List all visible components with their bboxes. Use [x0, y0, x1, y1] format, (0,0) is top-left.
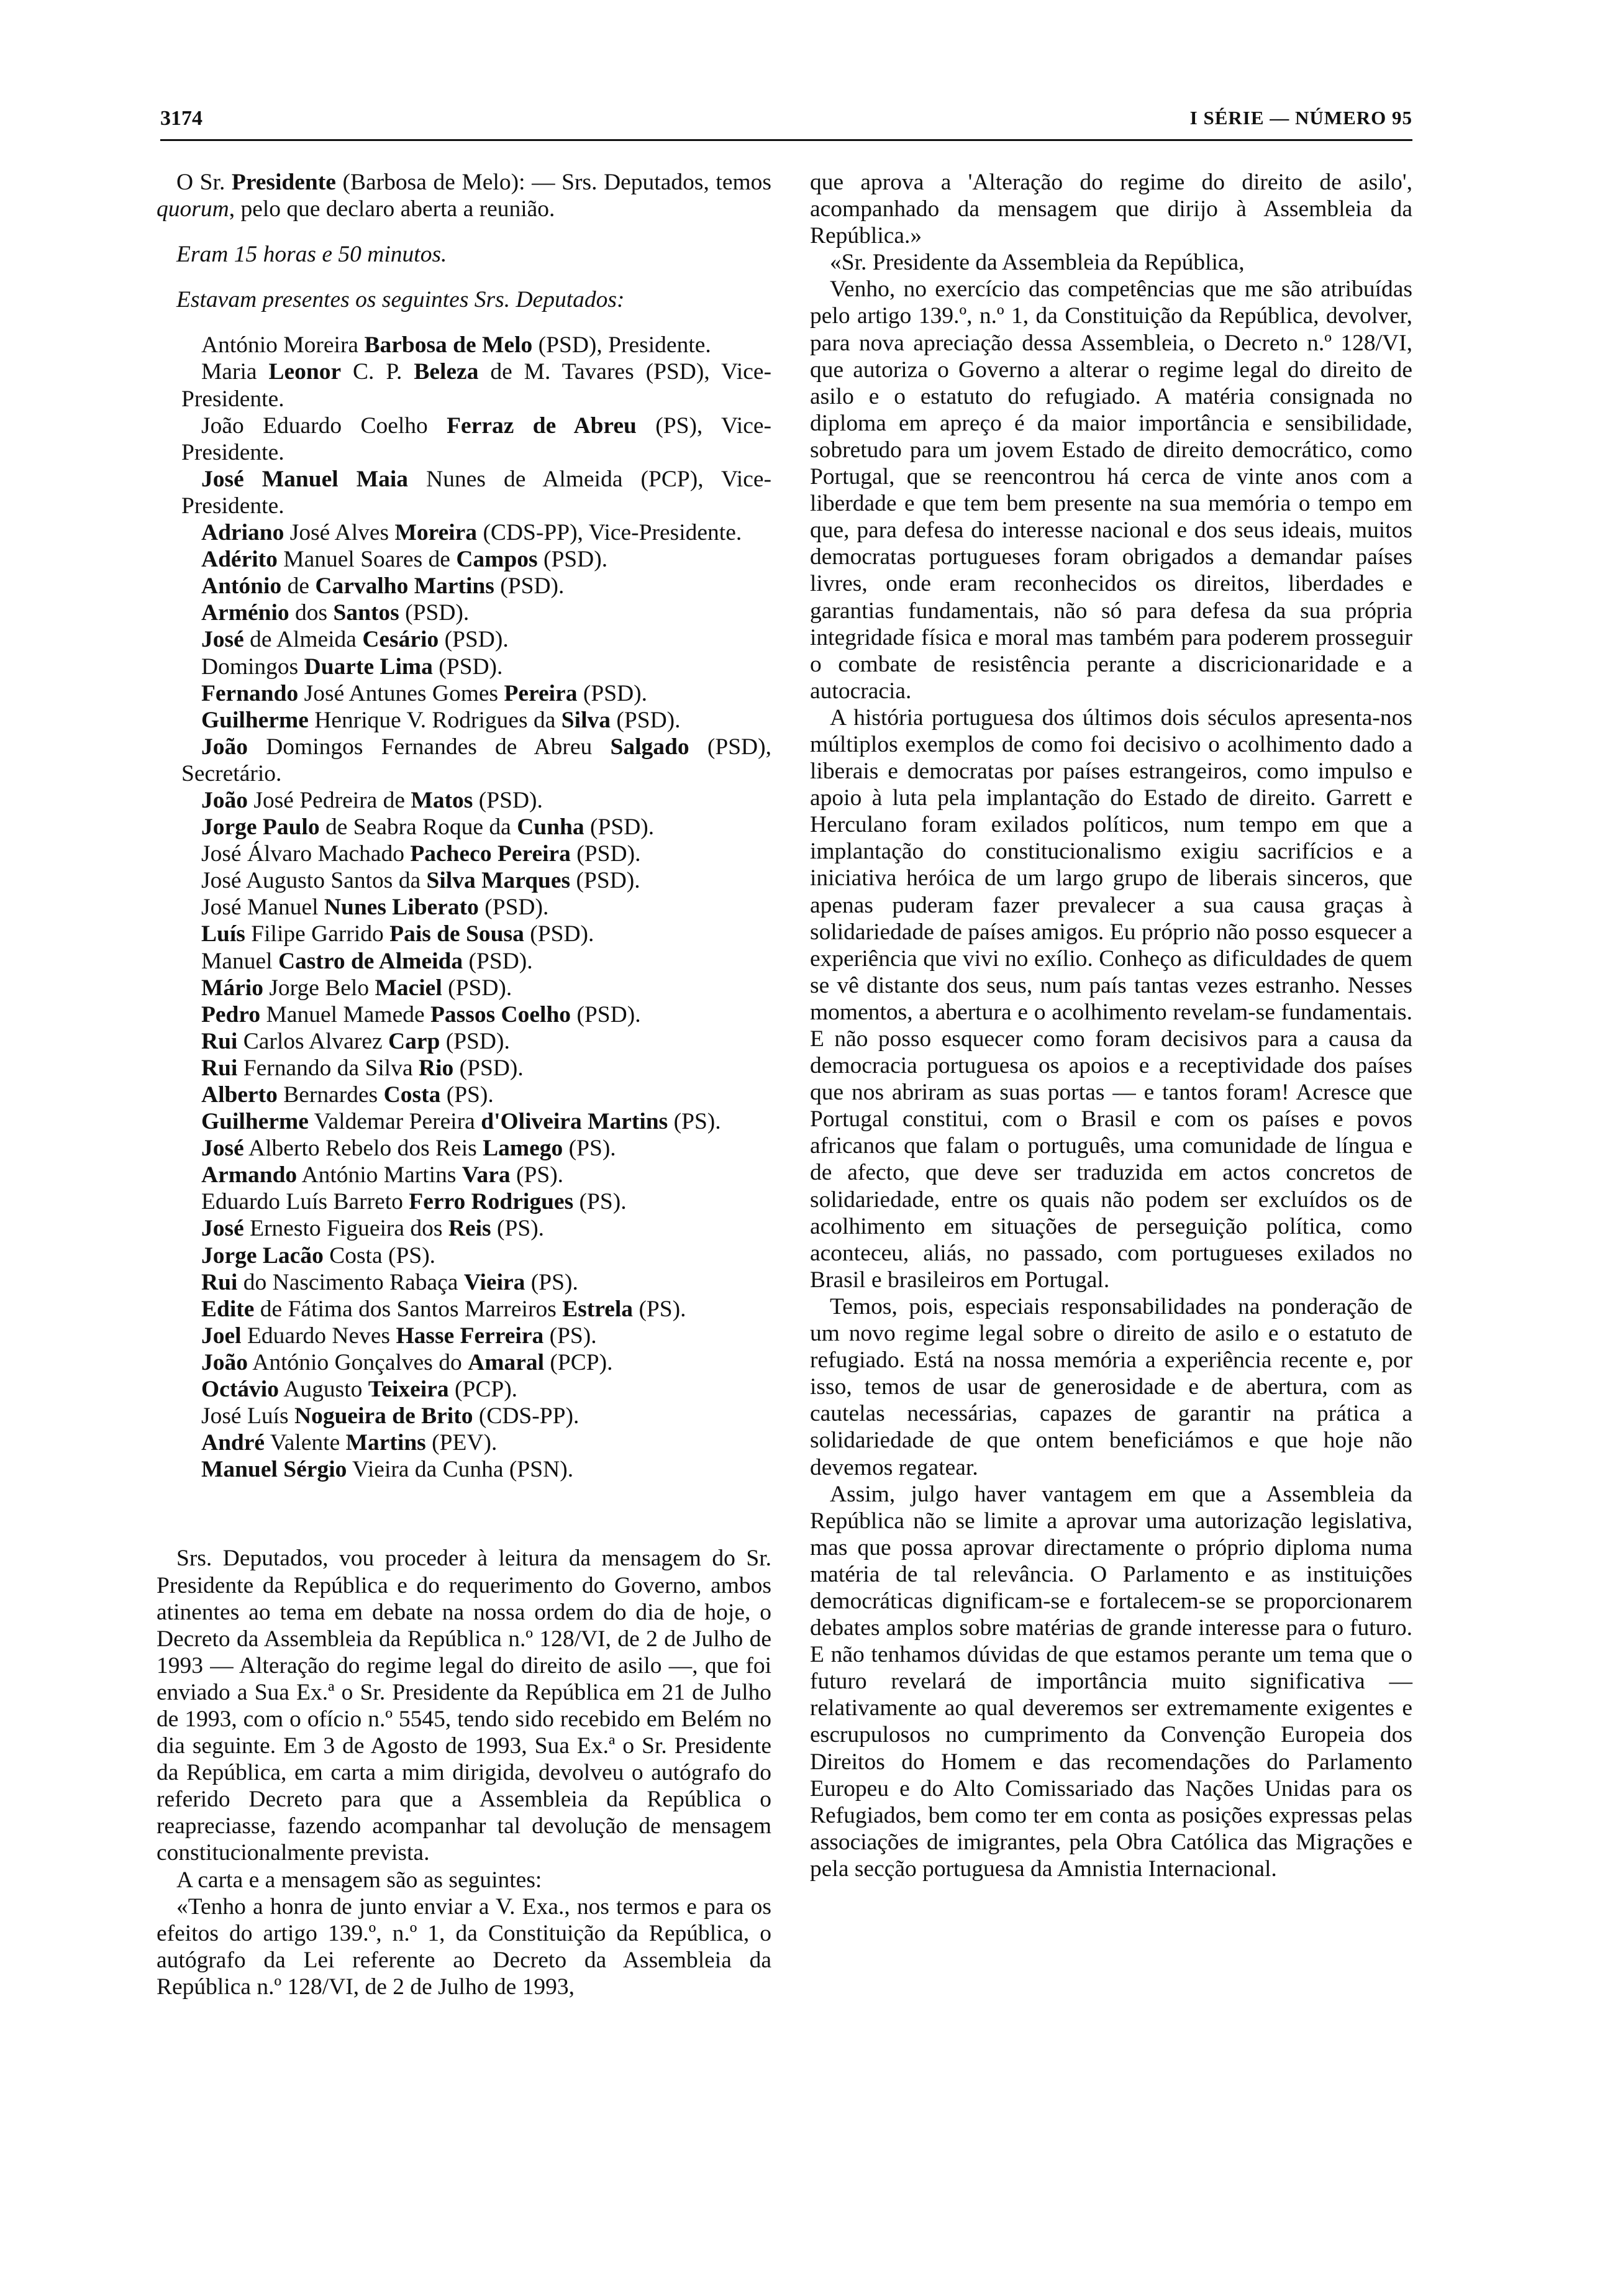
deputy-entry: João Eduardo Coelho Ferraz de Abreu (PS), Vice-Presidente. — [181, 412, 771, 465]
left-column — [157, 169, 771, 2000]
deputy-entry: Jorge Paulo de Seabra Roque da Cunha (PSD). — [201, 814, 655, 840]
deputy-entry: Eduardo Luís Barreto Ferro Rodrigues (PS). — [201, 1189, 627, 1215]
deputy-entry: Joel Eduardo Neves Hasse Ferreira (PS). — [201, 1323, 597, 1349]
deputy-entry: Rui Carlos Alvarez Carp (PSD). — [201, 1028, 510, 1054]
deputy-entry: Edite de Fátima dos Santos Marreiros Estrela (PS). — [201, 1296, 686, 1322]
deputy-entry: Guilherme Valdemar Pereira d'Oliveira Martins (PS). — [201, 1109, 721, 1135]
deputy-list — [157, 332, 771, 1483]
deputy-entry: José Augusto Santos da Silva Marques (PSD). — [201, 868, 640, 894]
letter-continuation: que aprova a 'Alteração do regime do direito de asilo', acompanhado da mensagem que dirijo à Assembleia da República.» — [810, 170, 1412, 249]
deputy-entry: Adriano José Alves Moreira (CDS-PP), Vice-Presidente. — [201, 520, 742, 546]
deputy-entry: José Alberto Rebelo dos Reis Lamego (PS). — [201, 1136, 616, 1162]
deputy-entry: José Manuel Nunes Liberato (PSD). — [201, 895, 549, 921]
opening-paragraph: O Sr. Presidente (Barbosa de Melo): — Srs. Deputados, temos quorum, pelo que declaro aberta a reunião. — [157, 170, 771, 222]
deputy-entry: Luís Filipe Garrido Pais de Sousa (PSD). — [201, 921, 594, 947]
deputy-entry: António de Carvalho Martins (PSD). — [201, 573, 565, 599]
letter-paragraph: «Tenho a honra de junto enviar a V. Exa., nos termos e para os efeitos do artigo 139.º, n.º 1, da Constituição da República, o autógrafo da Lei referente ao Decreto da Assembleia da República n.º 128/VI, de 2 de Julho de 1993, — [157, 1893, 771, 2000]
deputy-entry: Manuel Castro de Almeida (PSD). — [201, 948, 533, 974]
present-line: Estavam presentes os seguintes Srs. Deputados: — [176, 287, 625, 313]
message-paragraph-1: Venho, no exercício das competências que me são atribuídas pelo artigo 139.º, n.º 1, da Constituição da República, devolver, para nova apreciação dessa Assembleia, o Decreto n.º 128/VI, que autoriza o Governo a alterar o regime legal do direito de asilo e o estatuto do refugiado. A matéria consignada no diploma em apreço é da maior importância e sensibilidade, sobretudo para um jovem Estado de direito democrático, como Portugal, que se reencontrou há cerca de vinte anos com a liberdade e que tem bem presente na sua memória o tempo em que, para defesa do interesse nacional e dos seus ideais, muitos democratas portugueses foram obrigados a demandar países livres, onde eram reconhecidos os direitos, liberdades e garantias fundamentais, não só para defesa da sua própria integridade física e moral mas também para poderem prosseguir o combate de resistência perante a discricionaridade e a autocracia. — [810, 276, 1412, 704]
deputy-entry: Fernando José Antunes Gomes Pereira (PSD). — [201, 680, 648, 706]
deputy-entry: José Ernesto Figueira dos Reis (PS). — [201, 1216, 545, 1242]
deputy-entry: Manuel Sérgio Vieira da Cunha (PSN). — [201, 1457, 574, 1483]
deputy-entry: Adérito Manuel Soares de Campos (PSD). — [201, 547, 608, 573]
deputy-entry: Guilherme Henrique V. Rodrigues da Silva (PSD). — [201, 707, 681, 733]
deputy-entry: Armando António Martins Vara (PS). — [201, 1162, 564, 1188]
deputy-entry: José Álvaro Machado Pacheco Pereira (PSD). — [201, 841, 641, 867]
deputy-entry: João António Gonçalves do Amaral (PCP). — [201, 1349, 613, 1375]
deputy-entry: Domingos Duarte Lima (PSD). — [201, 654, 503, 680]
letter-intro: A carta e a mensagem são as seguintes: — [176, 1867, 542, 1893]
reading-paragraph: Srs. Deputados, vou proceder à leitura da mensagem do Sr. Presidente da República e do requerimento do Governo, ambos atinentes ao tema em debate na nossa ordem do dia de hoje, o Decreto da Assembleia da República n.º 128/VI, de 2 de Julho de 1993 — Alteração do regime legal do direito de asilo —, que foi enviado a Sua Ex.ª o Sr. Presidente da República em 21 de Julho de 1993, com o ofício n.º 5545, tendo sido recebido em Belém no dia seguinte. Em 3 de Agosto de 1993, Sua Ex.ª o Sr. Presidente da República, em carta a mim dirigida, devolveu o autógrafo do referido Decreto para que a Assembleia da República o reapreciasse, fazendo acompanhar tal devolução de mensagem constitucionalmente prevista. — [157, 1546, 771, 1866]
message-paragraph-3: Temos, pois, especiais responsabilidades na ponderação de um novo regime legal sobre o direito de asilo e o estatuto de refugiado. Está na nossa memória a experiência recente e, por isso, temos de usar de generosidade e de abertura, com as cautelas necessárias, capazes de garantir na prática a solidariedade de que ontem beneficiámos e que hoje não devemos regatear. — [810, 1293, 1412, 1480]
deputy-entry: André Valente Martins (PEV). — [201, 1430, 498, 1456]
deputy-entry: Jorge Lacão Costa (PS). — [201, 1242, 436, 1269]
salutation: «Sr. Presidente da Assembleia da República, — [830, 250, 1245, 276]
right-column — [810, 169, 1412, 1882]
deputy-entry: Pedro Manuel Mamede Passos Coelho (PSD). — [201, 1001, 641, 1027]
deputy-entry: João José Pedreira de Matos (PSD). — [201, 787, 543, 813]
message-paragraph-2: A história portuguesa dos últimos dois séculos apresenta-nos múltiplos exemplos de como foi decisivo o acolhimento dado a liberais e democratas por países estrangeiros, como impulso e apoio à luta pela implantação do Estado de direito. Garrett e Herculano foram exilados políticos, num tempo em que a implantação do constitucionalismo exigiu sacrifícios e a iniciativa heróica de um largo grupo de liberais sinceros, que apenas puderam fazer prevalecer a sua causa graças à solidariedade de países amigos. Eu próprio não posso esquecer a experiência que vivi no exílio. Conheço as dificuldades de quem se vê distante dos seus, num país tantas vezes estranho. Nesses momentos, a abertura e o acolhimento revelam-se fundamentais. E não posso esquecer como foram decisivos para a causa da democracia portuguesa os apoios e a receptividade dos países que nos abriram as suas portas — e tantos foram! Acresce que Portugal constitui, com o Brasil e com os países e povos africanos que falam o português, uma comunidade de língua e de afecto, que deve ser traduzida em actos concretos de solidariedade, entre os quais não podem ser excluídos os de acolhimento em situações de perseguição política, como aconteceu, aliás, no passado, com portugueses exilados no Brasil e brasileiros em Portugal. — [810, 704, 1412, 1293]
deputy-entry: Octávio Augusto Teixeira (PCP). — [201, 1377, 518, 1403]
deputy-entry: Rui do Nascimento Rabaça Vieira (PS). — [201, 1269, 578, 1295]
deputy-entry: José de Almeida Cesário (PSD). — [201, 627, 509, 653]
page-header — [160, 107, 1412, 141]
page-number: 3174 — [160, 107, 202, 130]
message-paragraph-4: Assim, julgo haver vantagem em que a Assembleia da República não se limite a aprovar uma autorização legislativa, mas que possa aprovar directamente o próprio diploma numa matéria de tal relevância. O Parlamento e as instituições democráticas dignificam-se e fortalecem-se se proporcionarem debates amplos sobre matérias de grande interesse para o futuro. E não tenhamos dúvidas de que estamos perante um tema que o futuro revelará de importância muito significativa — relativamente ao qual deveremos ser extremamente exigentes e escrupulosos no cumprimento da Convenção Europeia dos Direitos do Homem e das recomendações do Parlamento Europeu e do Alto Comissariado das Nações Unidas para os Refugiados, bem como ter em conta as posições expressas pelas associações de imigrantes, pela Obra Católica das Migrações e pela secção portuguesa da Amnistia Internacional. — [810, 1481, 1412, 1882]
deputy-entry: João Domingos Fernandes de Abreu Salgado (PSD), Secretário. — [181, 734, 771, 786]
deputy-entry: Mário Jorge Belo Maciel (PSD). — [201, 975, 512, 1001]
time-line: Eram 15 horas e 50 minutos. — [176, 242, 447, 268]
deputy-entry: José Manuel Maia Nunes de Almeida (PCP), Vice-Presidente. — [181, 466, 771, 519]
series-label: I SÉRIE — NÚMERO 95 — [1189, 107, 1412, 129]
deputy-entry: António Moreira Barbosa de Melo (PSD), Presidente. — [201, 332, 711, 358]
deputy-entry: Arménio dos Santos (PSD). — [201, 600, 470, 626]
deputy-entry: José Luís Nogueira de Brito (CDS-PP). — [201, 1403, 580, 1429]
deputy-entry: Rui Fernando da Silva Rio (PSD). — [201, 1055, 524, 1081]
deputy-entry: Maria Leonor C. P. Beleza de M. Tavares (PSD), Vice-Presidente. — [181, 359, 771, 412]
deputy-entry: Alberto Bernardes Costa (PS). — [201, 1082, 494, 1108]
